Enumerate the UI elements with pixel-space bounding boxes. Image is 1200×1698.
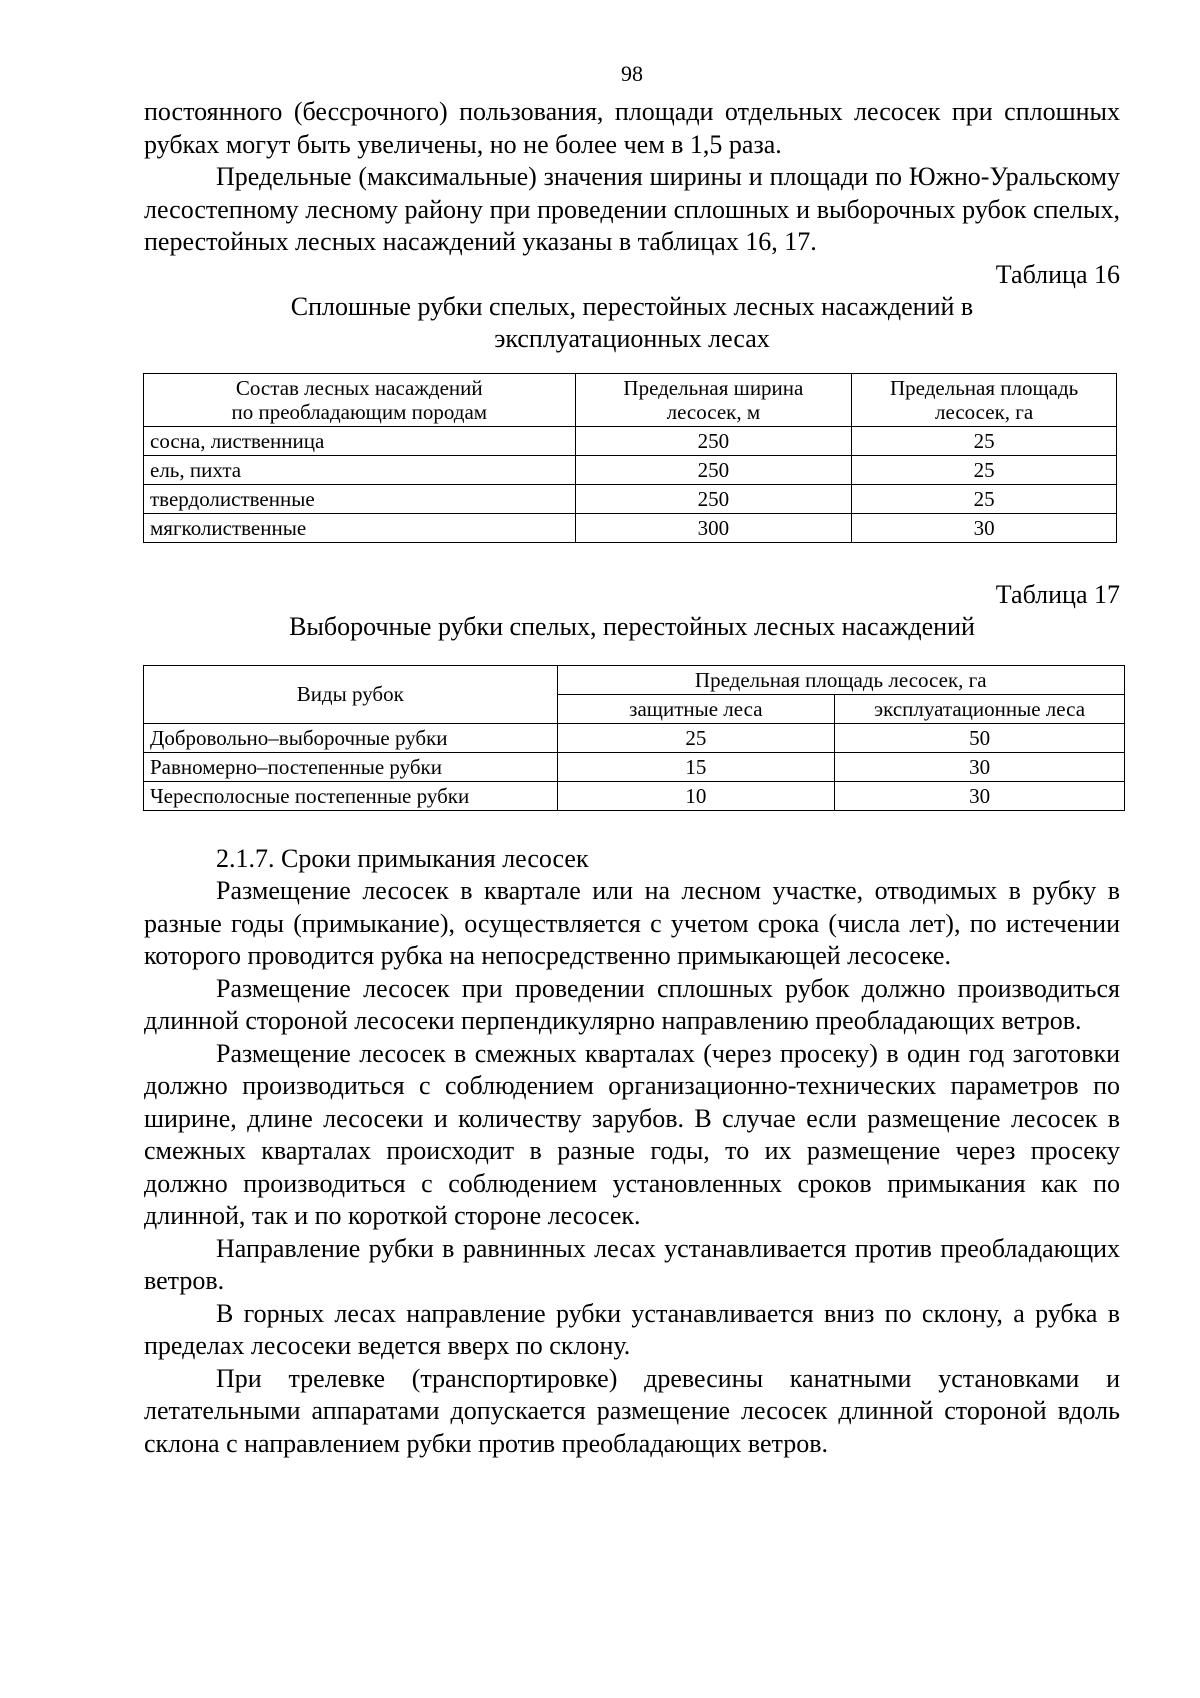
table-cell: 50 — [835, 723, 1125, 752]
table17-header-exploitation: эксплуатационные леса — [835, 694, 1125, 723]
table-cell: 25 — [852, 426, 1117, 455]
table-cell: 10 — [557, 781, 835, 810]
header-line: Состав лесных насаждений — [235, 375, 483, 400]
table16-title-line2: эксплуатационных лесах — [494, 323, 770, 353]
header-line: по преобладающим породам — [231, 399, 488, 424]
table-row — [144, 752, 1125, 781]
section-paragraph: В горных лесах направление рубки устанавливается вниз по склону, а рубка в пределах лесосеки ведется вверх по склону. — [144, 1298, 1120, 1360]
table-row — [144, 455, 1117, 484]
table-cell: 25 — [557, 723, 835, 752]
table-cell: 250 — [575, 426, 852, 455]
section-paragraph: Размещение лесосек при проведении сплошных рубок должно производиться длинной стороной лесосеки перпендикулярно направлению преобладающих ветров. — [144, 973, 1120, 1035]
table-cell: мягколиственные — [144, 513, 576, 542]
section-paragraph: Направление рубки в равнинных лесах устанавливается против преобладающих ветров. — [144, 1233, 1120, 1295]
table16-title — [144, 291, 1120, 355]
table17-header-group: Предельная площадь лесосек, га — [557, 665, 1124, 694]
table16-header-width — [575, 373, 852, 426]
table17-title: Выборочные рубки спелых, перестойных лесных насаждений — [289, 611, 975, 641]
table-cell: 30 — [835, 752, 1125, 781]
table-cell: Чересполосные постепенные рубки — [144, 781, 558, 810]
table-cell: 30 — [835, 781, 1125, 810]
section-paragraph: При трелевке (транспортировке) древесины канатными установками и летательными аппаратами допускается размещение лесосек длинной стороной вдоль склона с направлением рубки против преобладающих ветров. — [144, 1363, 1120, 1458]
table-cell: ель, пихта — [144, 455, 576, 484]
header-line: лесосек, га — [935, 399, 1034, 424]
table-cell: 300 — [575, 513, 852, 542]
table-row — [144, 484, 1117, 513]
document-page — [144, 60, 1120, 1460]
table-cell: твердолиственные — [144, 484, 576, 513]
table-cell: 250 — [575, 455, 852, 484]
table17-header-protective: защитные леса — [557, 694, 835, 723]
table-row — [144, 781, 1125, 810]
section-paragraph: Размещение лесосек в смежных кварталах (через просеку) в один год заготовки должно производиться с соблюдением организационно-технических параметров по ширине, длине лесосеки и количеству зарубов. В случае если размещение лесосек в смежных кварталах происходит в разные годы, то их размещение через просеку должно производиться с соблюдением установленных сроков примыкания как по длинной, так и по короткой стороне лесосек. — [144, 1038, 1120, 1230]
intro-paragraph-1: постоянного (бессрочного) пользования, площади отдельных лесосек при сплошных рубках могут быть увеличены, но не более чем в 1,5 раза. — [144, 97, 1120, 159]
table16-header-row — [144, 373, 1117, 426]
table-cell: Добровольно–выборочные рубки — [144, 723, 558, 752]
table17-label: Таблица 17 — [995, 579, 1120, 609]
table-cell: Равномерно–постепенные рубки — [144, 752, 558, 781]
table-row — [144, 426, 1117, 455]
header-line: Предельная ширина — [623, 375, 804, 400]
table-cell: 25 — [852, 484, 1117, 513]
table-cell: 250 — [575, 484, 852, 513]
section-heading: 2.1.7. Сроки примыкания лесосек — [216, 843, 589, 873]
table-row — [144, 723, 1125, 752]
table16-label: Таблица 16 — [995, 259, 1120, 289]
header-line: лесосек, м — [666, 399, 761, 424]
table17-header-row — [144, 665, 1125, 694]
table17 — [143, 665, 1125, 811]
intro-paragraph-2: Предельные (максимальные) значения ширины и площади по Южно-Уральскому лесостепному лесному району при проведении сплошных и выборочных рубок спелых, перестойных лесных насаждений указаны в таблицах 16, 17. — [144, 162, 1120, 256]
header-line: Предельная площадь — [890, 375, 1079, 400]
table16-title-line1: Сплошные рубки спелых, перестойных лесных насаждений в — [290, 291, 974, 321]
table16-header-composition — [144, 373, 576, 426]
table-cell: 15 — [557, 752, 835, 781]
section-paragraph: Размещение лесосек в квартале или на лесном участке, отводимых в рубку в разные годы (примыкание), осуществляется с учетом срока (числа лет), по истечении которого проводится рубка на непосредственно примыкающей лесосеке. — [144, 876, 1120, 970]
table17-header-type: Виды рубок — [144, 665, 558, 723]
table16 — [143, 373, 1117, 543]
page-number: 98 — [621, 61, 643, 86]
table-row — [144, 513, 1117, 542]
table-cell: 25 — [852, 455, 1117, 484]
table16-header-area — [852, 373, 1117, 426]
table-cell: сосна, лиственница — [144, 426, 576, 455]
table-cell: 30 — [852, 513, 1117, 542]
